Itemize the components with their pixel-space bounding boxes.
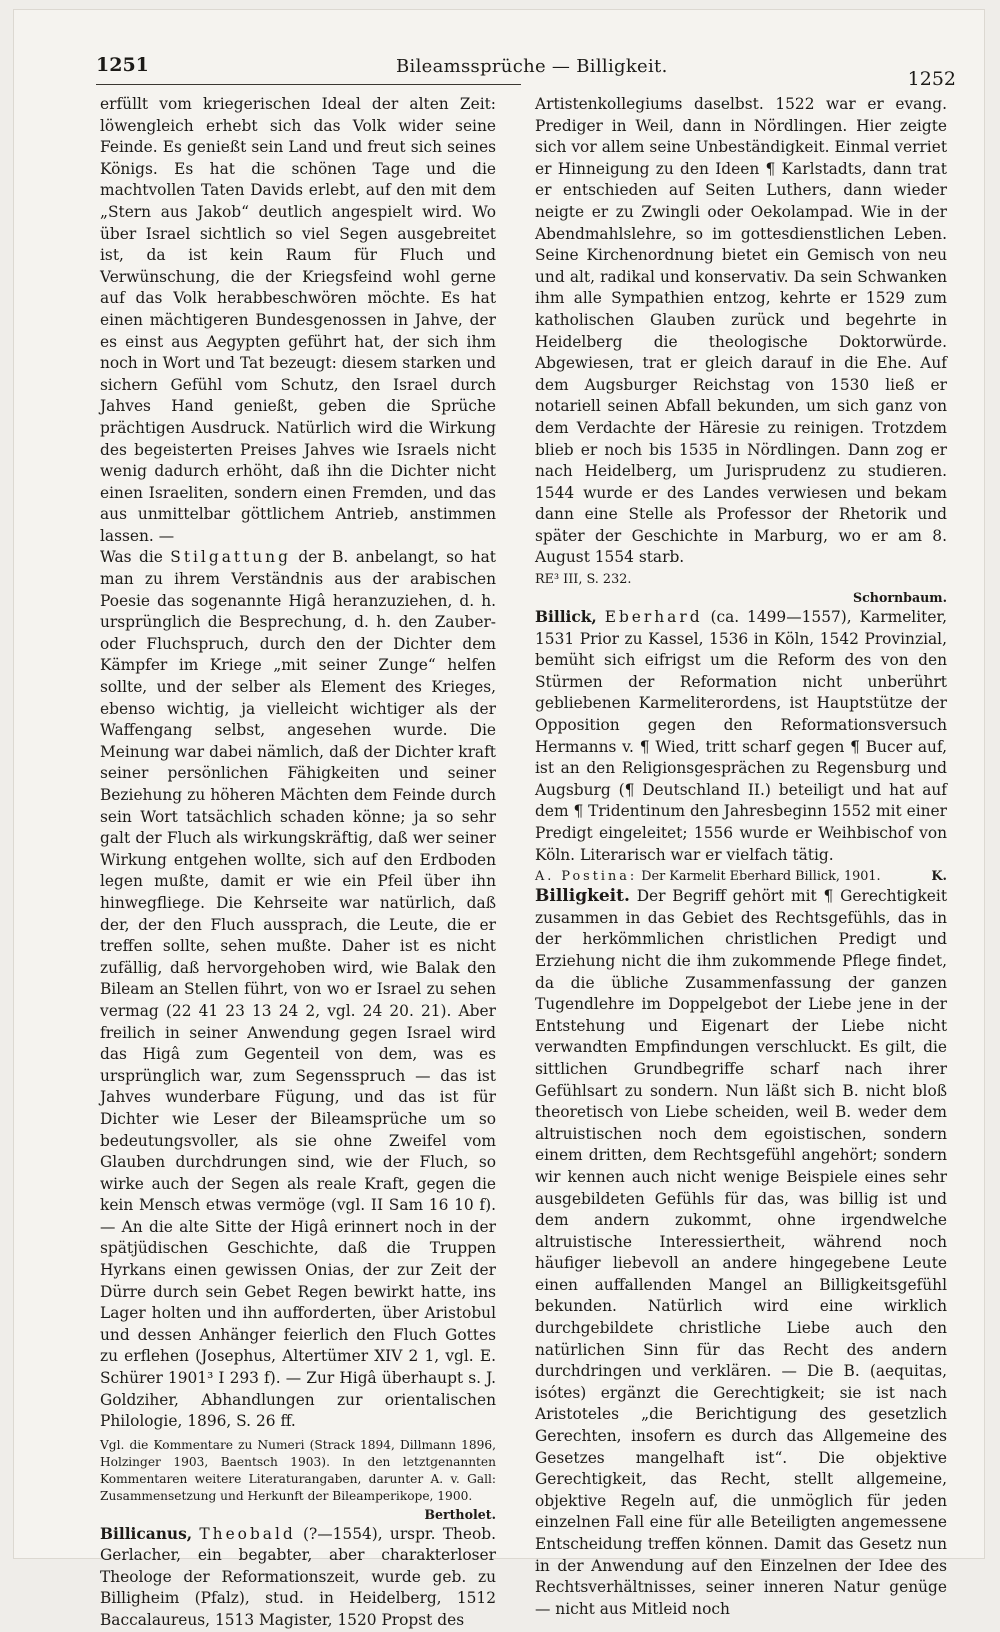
page-number-left: 1251: [96, 54, 149, 76]
column-left: [100, 94, 496, 1632]
header-rule: [96, 84, 521, 85]
reference-author: A. Postina:: [535, 869, 638, 885]
reference: A. Postina: Der Karmelit Eberhard Billick, 1901. K.: [535, 869, 947, 885]
paragraph: Artistenkollegiums daselbst. 1522 war er evang. Prediger in Weil, dann in Nördlingen. Hier zeigte sich vor allem seine Unbeständigkeit. Einmal verriet er Hinneigung zu den Ideen ¶ Karlstadts, dann trat er entschieden auf Seiten Luthers, dann wieder neigte er zu Zwingli oder Oekolampad. Wie in der Abendmahlslehre, so im gottesdienstlichen Leben. Seine Kirchenordnung bietet ein Gemisch von neu und alt, radikal und konservativ. Da sein Schwanken ihm alle Sympathien entzog, kehrte er 1529 zum katholischen Glauben zurück und begehrte in Heidelberg die theologische Doktorwürde. Abgewiesen, trat er gleich darauf in die Ehe. Auf dem Augsburger Reichstag von 1530 ließ er notariell seinen Abfall bekunden, um sich ganz von dem Verdachte der Häresie zu reinigen. Trotzdem blieb er noch bis 1535 in Nördlingen. Dann zog er nach Heidelberg, um Jurisprudenz zu studieren. 1544 wurde er des Landes verwiesen und bekam dann eine Stelle als Professor der Rhetorik und später der Geschichte in Marburg, wo er am 8. August 1554 starb.: [535, 95, 947, 567]
paragraph: erfüllt vom kriegerischen Ideal der alten Zeit: löwengleich erhebt sich das Volk wider seine Feinde. Es genießt sein Land und freut sich seines Königs. Es hat die schönen Tage und die machtvollen Taten Davids erlebt, auf den mit dem „Stern aus Jakob“ deutlich angespielt wird. Wo über Israel sichtlich so viel Segen ausgebreitet ist, da ist kein Raum für Fluch und Verwünschung, die der Kriegsfeind wohl gerne auf das Volk herabbeschwören möchte. Es hat einen mächtigeren Bundesgenossen in Jahve, der es einst aus Aegypten geführt hat, der sich ihm noch in Wort und Tat bezeugt: diesem starken und sichern Gefühl vom Schutz, den Israel durch Jahves Hand genießt, geben die Sprüche prächtigen Ausdruck. Natürlich wird die Wirkung des begeisterten Preises Jahves wie Israels nicht wenig dadurch erhöht, daß ihn die Dichter nicht einen Israeliten, sondern einen Fremden, und das aus unmittelbar göttlichem Antrieb, anstimmen lassen. —: [100, 95, 496, 545]
lemma: Billigkeit.: [535, 886, 630, 907]
paragraph-stilgattung: Was die Stilgattung der B. anbelangt, so hat man zu ihrem Verständnis aus der arabischen Poesie das sogenannte Higâ heranzuziehen, d. h. ursprünglich die Besprechung, d. h. den Zauber- oder Fluchspruch, durch den der Dichter dem Kämpfer im Kriege „mit seiner Zunge“ helfen sollte, und der selber als Element des Krieges, ebenso wichtig, ja vielleicht wichtiger als der Waffengang selbst, angesehen wurde. Die Meinung war dabei nämlich, daß der Dichter kraft seiner persönlichen Fähigkeiten und seiner Beziehung zu höheren Mächten dem Feinde durch sein Wort tatsächlich schaden könne; ja so sehr galt der Fluch als wirkungskräftig, daß wer seiner Wirkung entgehen wollte, sich auf den Erdboden legen mußte, damit er wie ein Pfeil über ihn hinwegfliege. Die Kehrseite war natürlich, daß der, der den Fluch aussprach, die Leute, die er treffen sollte, sehen mußte. Daher ist es nicht zufällig, daß hervorgehoben wird, wie Balak den Bileam an Stellen führt, von wo er Israel zu sehen vermag (22 41 23 13 24 2, vgl. 24 20. 21). Aber freilich in seiner Anwendung gegen Israel wird das Higâ zum Gegenteil von dem, was es ursprünglich war, zum Segensspruch — das ist Jahves wunderbare Fügung, und das ist für Dichter wie Leser der Bileamsprüche um so bedeutungsvoller, als sie ohne Zweifel vom Glauben durchdrungen sind, wie der Fluch, so wirke auch der Segen als reale Kraft, gegen die kein Mensch etwas vermöge (vgl. II Sam 16 10 f). — An die alte Sitte der Higâ erinnert noch in der spätjüdischen Geschichte, daß die Truppen Hyrkans einen gewissen Onias, der zur Zeit der Dürre durch sein Gebet Regen bewirkt hatte, ins Lager holten und ihn aufforderten, über Aristobul und dessen Anhänger feierlich den Fluch Gottes zu erflehen (Josephus, Altertümer XIV 2 1, vgl. E. Schürer 1901³ I 293 f). — Zur Higâ überhaupt s. J. Goldziher, Abhandlungen zur orientalischen Philologie, 1896, S. 26 ff.: [100, 548, 496, 1431]
page-header: [96, 50, 956, 90]
entry-first-name: Eberhard: [604, 608, 703, 627]
running-head: Bileamssprüche — Billigkeit.: [396, 56, 668, 77]
entry-name: Billicanus,: [100, 1524, 193, 1543]
entry-billigkeit: Billigkeit. Der Begriff gehört mit ¶ Gerechtigkeit zusammen in das Gebiet des Rechtsgefühls, das in der herkömmlichen christlichen Predigt und Erziehung nicht die ihm zukommende Pflege findet, da die übliche Zusammenfassung der ganzen Tugendlehre im Doppelgebot der Liebe jene in der Entstehung und Eigenart der Liebe nicht verwandten Empfindungen verschluckt. Es gilt, die sittlichen Grundbegriffe scharf nach ihrer Gefühlsart zu sondern. Nun läßt sich B. nicht bloß theoretisch von Liebe scheiden, weil B. weder dem altruistischen noch dem egoistischen, sondern einem dritten, dem Rechtsgefühl angehört; sondern wir kennen auch nicht wenige Beispiele eines sehr ausgebildeten Gefühls für das, was billig ist und dem andern zukommt, ohne irgendwelche altruistische Interessiertheit, während noch häufiger liebevoll an andere hingegebene Leute einen auffallenden Mangel an Billigkeitsgefühl bekunden. Natürlich wird eine wirklich durchgebildete christliche Liebe auch den natürlichen Sinn für das Recht des andern durchdringen und verklären. — Die B. (aequitas, isótes) ergänzt die Gerechtigkeit; sie ist nach Aristoteles „die Berichtigung des gesetzlich Gerechten, insofern es durch das Allgemeine des Gesetzes mangelhaft ist“. Die objektive Gerechtigkeit, das Recht, stellt allgemeine, objektive Regeln auf, die unmöglich für jeden einzelnen Fall eine für alle Beteiligten angemessene Entscheidung treffen können. Damit das Gesetz nun in der Anwendung auf den Einzelnen der Idee des Rechtsverhältnisses, seiner inneren Natur genüge — nicht aus Mitleid noch: [535, 886, 947, 1618]
entry-billicanus: Billicanus, Theobald (?—1554), urspr. Theob. Gerlacher, ein begabter, aber charakterloser Theologe der Reformationszeit, wurde geb. zu Billigheim (Pfalz), stud. in Heidelberg, 1512 Baccalaureus, 1513 Magister, 1520 Propst des: [100, 1524, 496, 1629]
entry-name: Billick,: [535, 608, 597, 627]
author-signature: Schornbaum.: [853, 590, 947, 606]
spaced-term: Stilgattung: [170, 548, 291, 567]
entry-billick: Billick, Eberhard (ca. 1499—1557), Karmeliter, 1531 Prior zu Kassel, 1536 in Köln, 1542 Provinzial, bemüht sich eifrigst um die Reform des von den Stürmen der Reformation nicht unberührt gebliebenen Karmeliterordens, ist Hauptstütze der Opposition gegen den Reformationsversuch Hermanns v. ¶ Wied, tritt scharf gegen ¶ Bucer auf, ist an den Religionsgesprächen zu Regensburg und Augsburg (¶ Deutschland II.) beteiligt und hat auf dem ¶ Tridentinum den Jahresbeginn 1552 mit einer Predigt eingeleitet; 1556 wurde er Weihbischof von Köln. Literarisch war er vielfach tätig.: [535, 608, 947, 864]
bibliography: Vgl. die Kommentare zu Numeri (Strack 1894, Dillmann 1896, Holzinger 1903, Baentsch 1903). In den letztgenannten Kommentaren weitere Literaturangaben, darunter A. v. Gall: Zusammensetzung und Herkunft der Bileamperikope, 1900.: [100, 1437, 496, 1504]
entry-first-name: Theobald: [199, 1524, 296, 1543]
reference: RE³ III, S. 232.: [535, 572, 632, 588]
author-signature: Bertholet.: [424, 1506, 496, 1522]
column-right: [535, 94, 947, 1620]
author-signature: K.: [931, 869, 947, 885]
page-number-right: 1252: [907, 68, 956, 90]
